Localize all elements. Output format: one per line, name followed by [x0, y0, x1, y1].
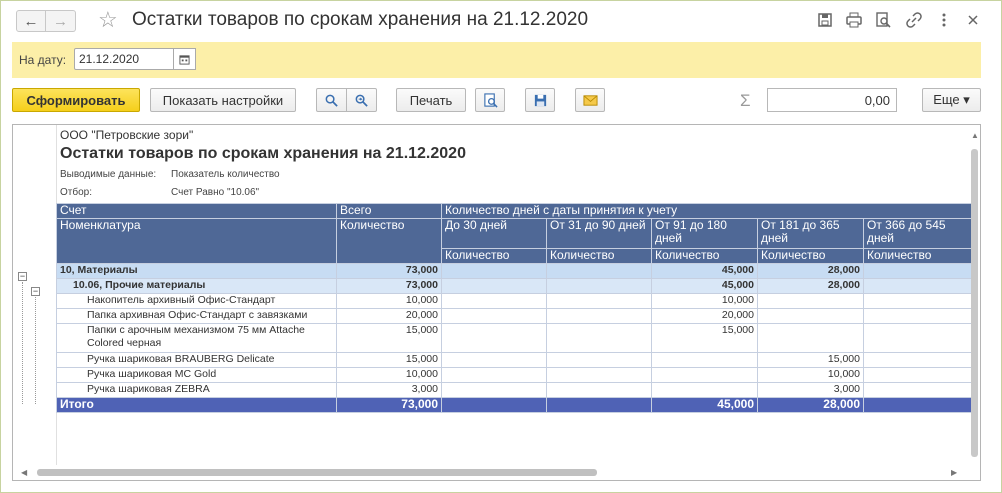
- scroll-right-icon[interactable]: ▶: [951, 468, 958, 477]
- row-period-value: 15,000: [758, 353, 864, 368]
- row-period-value: 28,000: [758, 264, 864, 279]
- vertical-scrollbar[interactable]: [969, 125, 980, 465]
- row-total: 73,000: [337, 279, 442, 294]
- header-sub-quantity: Количество: [442, 248, 547, 263]
- totals-period-value: [442, 398, 547, 413]
- row-period-value: 15,000: [652, 324, 758, 353]
- header-quantity: Количество: [337, 219, 442, 264]
- envelope-icon: [583, 93, 598, 108]
- row-total: 15,000: [337, 353, 442, 368]
- row-name: 10.06, Прочие материалы: [57, 279, 337, 294]
- print-preview-icon: [483, 93, 498, 108]
- sum-icon: Σ: [740, 91, 751, 110]
- row-period-value: [864, 353, 972, 368]
- row-period-value: 45,000: [652, 264, 758, 279]
- row-total: 73,000: [337, 264, 442, 279]
- header-period: От 366 до 545 дней: [864, 219, 972, 249]
- row-period-value: [864, 368, 972, 383]
- row-period-value: [442, 353, 547, 368]
- row-name: [57, 324, 337, 353]
- row-total: 15,000: [337, 324, 442, 353]
- row-total: 20,000: [337, 309, 442, 324]
- generate-button[interactable]: Сформировать: [12, 88, 140, 112]
- arrow-left-icon: ←: [23, 12, 39, 30]
- row-period-value: 28,000: [758, 279, 864, 294]
- row-period-value: [758, 294, 864, 309]
- header-total: Всего: [337, 204, 442, 219]
- row-period-value: [547, 324, 652, 353]
- link-icon[interactable]: [905, 11, 923, 29]
- row-period-value: [442, 383, 547, 398]
- search-next-icon: [354, 93, 369, 108]
- table-row[interactable]: [57, 368, 972, 383]
- row-total: 10,000: [337, 294, 442, 309]
- report-area[interactable]: [12, 124, 981, 481]
- meta-key: Выводимые данные:: [60, 169, 157, 180]
- table-row[interactable]: [57, 264, 972, 279]
- row-period-value: [864, 324, 972, 353]
- row-period-value: [864, 279, 972, 294]
- date-label: На дату:: [19, 53, 67, 67]
- date-filter-bar: [12, 42, 981, 78]
- row-period-value: [652, 353, 758, 368]
- row-period-value: [547, 294, 652, 309]
- vertical-scroll-thumb[interactable]: [971, 149, 978, 457]
- totals-period-value: [864, 398, 972, 413]
- floppy-icon: [533, 93, 548, 108]
- arrow-right-icon: →: [53, 12, 68, 30]
- row-period-value: [652, 368, 758, 383]
- title-bar: [0, 0, 1000, 40]
- date-input[interactable]: 21.12.2020: [74, 48, 174, 70]
- row-period-value: [547, 309, 652, 324]
- forward-button[interactable]: [46, 10, 76, 32]
- meta-key: Отбор:: [60, 187, 92, 198]
- report-organization: ООО "Петровские зори": [60, 128, 194, 142]
- horizontal-scroll-thumb[interactable]: [37, 469, 597, 476]
- row-period-value: [547, 279, 652, 294]
- header-sub-quantity: Количество: [758, 248, 864, 263]
- row-name: Накопитель архивный Офис-Стандарт: [57, 294, 337, 309]
- row-period-value: [864, 294, 972, 309]
- totals-row: [57, 398, 972, 413]
- print-icon[interactable]: [845, 11, 863, 29]
- row-period-value: [547, 264, 652, 279]
- row-period-value: 3,000: [758, 383, 864, 398]
- row-total: 10,000: [337, 368, 442, 383]
- row-total: 3,000: [337, 383, 442, 398]
- table-row[interactable]: [57, 353, 972, 368]
- totals-period-value: [547, 398, 652, 413]
- print-button[interactable]: Печать: [396, 88, 466, 112]
- report-title: Остатки товаров по срокам хранения на 21.12.2020: [60, 145, 466, 162]
- header-sub-quantity: Количество: [547, 248, 652, 263]
- save-report-button[interactable]: [525, 88, 555, 112]
- header-sub-quantity: Количество: [864, 248, 972, 263]
- header-sub-quantity: Количество: [652, 248, 758, 263]
- header-period: До 30 дней: [442, 219, 547, 249]
- save-icon[interactable]: [816, 11, 834, 29]
- table-row[interactable]: [57, 324, 972, 353]
- show-settings-button[interactable]: Показать настройки: [150, 88, 296, 112]
- row-period-value: [442, 309, 547, 324]
- row-period-value: [864, 309, 972, 324]
- row-period-value: [547, 383, 652, 398]
- collapse-group-toggle[interactable]: −: [19, 271, 26, 281]
- scroll-up-icon[interactable]: ▲: [971, 131, 979, 140]
- preview-button[interactable]: [475, 88, 505, 112]
- header-period: От 31 до 90 дней: [547, 219, 652, 249]
- totals-period-value: 45,000: [652, 398, 758, 413]
- horizontal-scrollbar[interactable]: [13, 465, 969, 480]
- row-period-value: 10,000: [758, 368, 864, 383]
- row-name: Ручка шариковая BRAUBERG Delicate: [57, 353, 337, 368]
- more-icon[interactable]: [935, 11, 953, 29]
- row-name: Ручка шариковая MC Gold: [57, 368, 337, 383]
- window-title: Остатки товаров по срокам хранения на 21.12.2020: [132, 9, 589, 30]
- tree-line: [35, 297, 36, 404]
- header-period: От 91 до 180 дней: [652, 219, 758, 249]
- table-row[interactable]: [57, 294, 972, 309]
- meta-value: Счет Равно "10.06": [171, 187, 260, 198]
- row-period-value: 10,000: [652, 294, 758, 309]
- row-period-value: 45,000: [652, 279, 758, 294]
- row-period-value: [864, 264, 972, 279]
- row-period-value: [758, 324, 864, 353]
- row-period-value: [442, 294, 547, 309]
- row-period-value: [864, 383, 972, 398]
- search-next-button[interactable]: [346, 88, 377, 112]
- row-name-line: Папки с арочным механизмом 75 мм Attache: [87, 324, 305, 336]
- totals-total: 73,000: [337, 398, 442, 413]
- totals-period-value: 28,000: [758, 398, 864, 413]
- row-period-value: [652, 383, 758, 398]
- header-account: Счет: [57, 204, 337, 219]
- table-row[interactable]: [57, 383, 972, 398]
- row-period-value: [442, 324, 547, 353]
- row-name: Ручка шариковая ZEBRA: [57, 383, 337, 398]
- row-period-value: [758, 309, 864, 324]
- report-table: [56, 203, 972, 413]
- back-button[interactable]: [16, 10, 46, 32]
- close-icon[interactable]: [964, 11, 982, 29]
- row-period-value: [442, 279, 547, 294]
- tree-line: [22, 282, 23, 404]
- row-period-value: [442, 368, 547, 383]
- calendar-button[interactable]: [174, 48, 196, 70]
- send-email-button[interactable]: [575, 88, 605, 112]
- table-row[interactable]: [57, 279, 972, 294]
- totals-label: Итого: [57, 398, 337, 413]
- more-actions-button[interactable]: Еще ▾: [922, 88, 981, 112]
- collapse-subgroup-toggle[interactable]: −: [32, 286, 39, 296]
- meta-value: Показатель количество: [171, 169, 280, 180]
- row-name: Папка архивная Офис-Стандарт с завязками: [57, 309, 337, 324]
- row-period-value: [547, 368, 652, 383]
- sum-field[interactable]: 0,00: [767, 88, 897, 112]
- row-period-value: [442, 264, 547, 279]
- row-period-value: [547, 353, 652, 368]
- row-name: 10, Материалы: [57, 264, 337, 279]
- row-period-value: 20,000: [652, 309, 758, 324]
- row-name-line: Colored черная: [87, 337, 162, 349]
- search-icon: [324, 93, 339, 108]
- scroll-left-icon[interactable]: ◀: [21, 468, 28, 477]
- table-row[interactable]: [57, 309, 972, 324]
- calendar-icon: [179, 54, 190, 65]
- preview-icon[interactable]: [874, 11, 892, 29]
- favorite-star-icon[interactable]: ☆: [98, 7, 118, 32]
- search-button[interactable]: [316, 88, 347, 112]
- header-period: От 181 до 365 дней: [758, 219, 864, 249]
- header-nomenclature: Номенклатура: [57, 219, 337, 264]
- header-days-group: Количество дней с даты принятия к учету: [442, 204, 972, 219]
